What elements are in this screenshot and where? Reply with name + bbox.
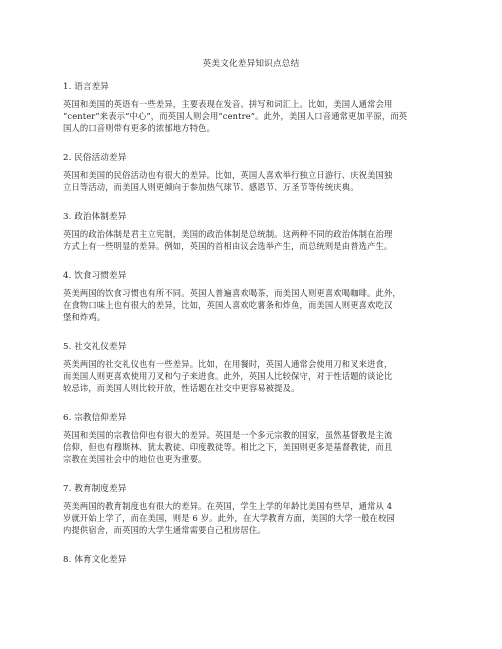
document-sections (63, 81, 435, 571)
section-dietary-habits (63, 270, 435, 323)
section-paragraph (63, 429, 435, 465)
section-paragraph (63, 169, 435, 193)
paragraph-line: 立日等活动，而美国人则更倾向于参加热气球节、感恩节、万圣节等传统庆典。 (63, 182, 359, 192)
section-social-etiquette (63, 341, 435, 394)
section-folk-activities (63, 152, 435, 193)
section-heading: 4. 饮食习惯差异 (63, 271, 127, 281)
paragraph-line: 较忌讳，而美国人则比较开放，性话题在社交中更容易被提及。 (63, 383, 300, 393)
paragraph-line: 岁就开始上学了，而在美国，则是 6 岁。此外，在大学教育方面，美国的大学一般在校园 (63, 513, 395, 523)
section-political-system (63, 211, 435, 252)
paragraph-line: 方式上有一些明显的差异。例如，英国的首相由议会选举产生，而总统则是由普选产生。 (63, 241, 393, 251)
paragraph-line: 信仰，但也有穆斯林、犹太教徒、印度教徒等。相比之下，美国则更多是基督教徒，而且 (63, 442, 393, 452)
section-heading: 3. 政治体制差异 (63, 212, 127, 222)
paragraph-line: 国人的口音则带有更多的浓郁地方特色。 (63, 123, 216, 133)
section-paragraph (63, 228, 435, 252)
section-heading: 7. 教育制度差异 (63, 484, 127, 494)
section-heading: 5. 社交礼仪差异 (63, 342, 127, 352)
paragraph-line: 英国和美国的宗教信仰也有很大的差异。英国是一个多元宗教的国家，虽然基督教是主流 (63, 430, 393, 440)
paragraph-line: 而美国人则更喜欢使用刀叉和勺子来进食。此外，英国人比较保守，对于性话题的谈论比 (63, 371, 393, 381)
paragraph-line: 英国和美国的民俗活动也有很大的差异。比如，英国人喜欢举行独立日游行、庆祝美国独 (63, 170, 393, 180)
section-education-system (63, 483, 435, 536)
paragraph-line: 英国和美国的英语有一些差异，主要表现在发音、拼写和词汇上。比如，美国人通常会用 (63, 99, 393, 109)
paragraph-line: 英国的政治体制是君主立宪制，美国的政治体制是总统制。这两种不同的政治体制在治理 (63, 229, 393, 239)
paragraph-line: 在食物口味上也有很大的差异，比如，英国人喜欢吃薯条和炸鱼，而美国人则更喜欢吃汉 (63, 300, 393, 310)
section-paragraph (63, 358, 435, 394)
paragraph-line: 宗教在美国社会中的地位也更为重要。 (63, 454, 207, 464)
section-heading: 1. 语言差异 (63, 82, 110, 92)
paragraph-line: 英美两国的饮食习惯也有所不同。英国人普遍喜欢喝茶，而美国人则更喜欢喝咖啡。此外， (63, 288, 401, 298)
paragraph-line: “center”来表示“中心”，而英国人则会用“centre”。此外，美国人口音通常更加平原，而英 (63, 111, 408, 121)
paragraph-line: 英美两国的社交礼仪也有一些差异。比如，在用餐时，英国人通常会使用刀和叉来进食， (63, 359, 393, 369)
paragraph-line: 堡和炸鸡。 (63, 312, 106, 322)
section-religion (63, 412, 435, 465)
paragraph-line: 内提供宿舍，而英国的大学生通常需要自己租房居住。 (63, 525, 266, 535)
section-paragraph (63, 500, 435, 536)
document-title: 英美文化差异知识点总结 (202, 59, 300, 69)
section-heading: 2. 民俗活动差异 (63, 153, 127, 163)
section-sports-culture (63, 554, 435, 566)
section-heading: 6. 宗教信仰差异 (63, 413, 127, 423)
section-paragraph (63, 287, 435, 323)
section-paragraph (63, 98, 435, 134)
section-heading: 8. 体育文化差异 (63, 555, 127, 565)
paragraph-line: 英美两国的教育制度也有很大的差异。在英国，学生上学的年龄比美国有些早，通常从 4 (63, 501, 393, 511)
section-language (63, 81, 435, 134)
